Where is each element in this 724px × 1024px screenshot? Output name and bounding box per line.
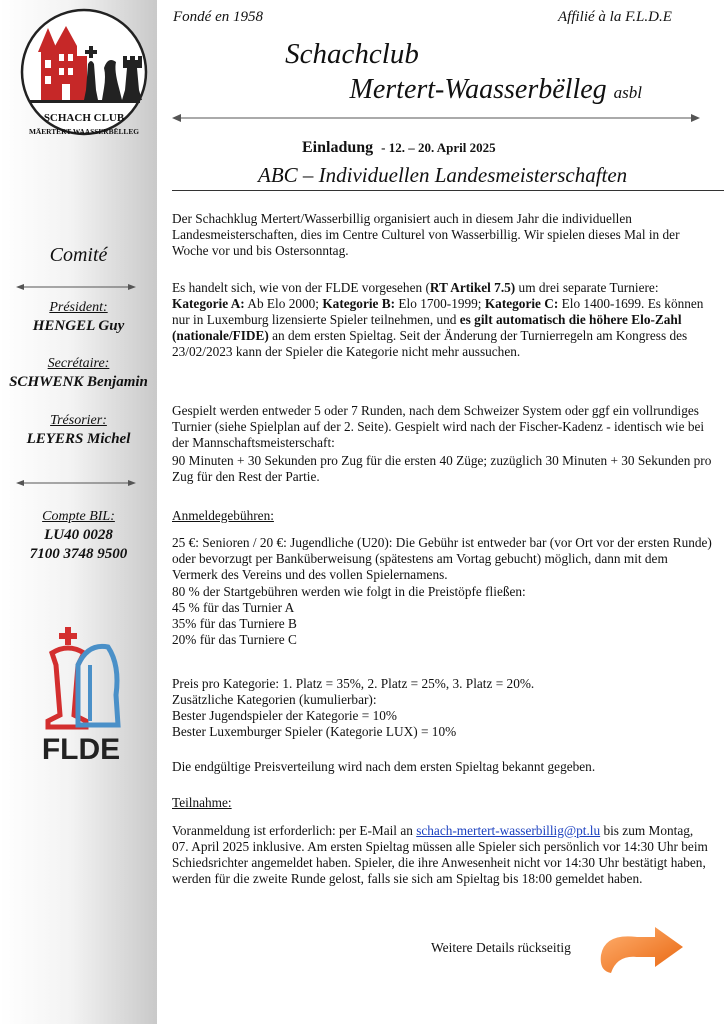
title-rule: [172, 190, 724, 191]
invitation-dates: - 12. – 20. April 2025: [381, 140, 496, 155]
divider-arrow: [16, 478, 136, 488]
participation-heading: Teilnahme:: [172, 795, 232, 810]
affiliated-text: Affilié à la F.L.D.E: [558, 9, 672, 25]
comite-title: Comité: [49, 244, 108, 266]
prize-distribution-note: Die endgültige Preisverteilung wird nach dem ersten Spieltag bekannt gegeben.: [172, 759, 596, 774]
category-c-label: Kategorie C:: [484, 296, 559, 311]
club-suffix: asbl: [613, 83, 642, 102]
best-lux: Bester Luxemburger Spieler (Kategorie LUX) = 10%: [172, 724, 457, 739]
prize-pot-intro: 80 % der Startgebühren werden wie folgt in die Preistöpfe fließen:: [172, 584, 526, 599]
flde-logo: [38, 625, 124, 765]
text: Elo 1700-1999;: [395, 296, 485, 311]
elo-rule: es gilt automatisch die höhere Elo-Zahl (nationale/FIDE): [172, 312, 682, 343]
time-control-paragraph: 90 Minuten + 30 Sekunden pro Zug für die ersten 40 Züge; zuzüglich 30 Minuten + 30 Sekunden pro Zug für den Rest der Partie.: [172, 453, 712, 484]
treasurer-name: LEYERS Michel: [26, 431, 131, 447]
club-name-line-1: Schachclub: [285, 38, 419, 70]
header-arrow: [172, 112, 700, 124]
text: bis zum Montag, 07. April 2025 inklusive. Am ersten Spieltag müssen alle Spieler sich persönlich vor 14:30 Uhr beim Schiedsrichter angemeldet haben. Spieler, die ihre Anwesenheit nicht vor 14:30 Uhr bestätigt haben, werden für die zweite Runde gelost, falls sie sich am Spieltag bis 18:00 gemeldet haben.: [172, 823, 708, 886]
founded-text: Fondé en 1958: [173, 9, 263, 25]
curved-arrow-icon: [597, 925, 687, 981]
president-name: HENGEL Guy: [32, 318, 125, 334]
flde-text: FLDE: [41, 733, 121, 765]
rt-article: RT Artikel 7.5): [429, 280, 516, 295]
text: um drei separate Turniere:: [515, 280, 659, 295]
best-youth: Bester Jugendspieler der Kategorie = 10%: [172, 708, 397, 723]
club-name-line-2: [172, 74, 642, 106]
text: Elo 1400-1699. Es können nur in Luxemburg lizensierte Spieler teilnehmen, und: [172, 296, 704, 327]
text: Es handelt sich, wie von der FLDE vorgesehen (: [172, 280, 430, 295]
account-label: Compte BIL:: [42, 509, 115, 524]
text: Voranmeldung ist erforderlich: per E-Mail an: [172, 823, 417, 838]
event-title: ABC – Individuellen Landesmeisterschaften: [258, 163, 628, 187]
invitation-label: Einladung: [302, 139, 374, 156]
account-line-2: 7100 3748 9500: [29, 546, 128, 562]
more-details-text: Weitere Details rückseitig: [431, 940, 571, 955]
category-a-label: Kategorie A:: [172, 296, 245, 311]
secretary-label: Secrétaire:: [47, 356, 110, 371]
pot-c: 20% für das Turniere C: [172, 632, 297, 647]
format-paragraph: Gespielt werden entweder 5 oder 7 Runden, nach dem Schweizer System oder ggf ein vollrundiges Turnier (siehe Spielplan auf der 2. Seite). Gespielt wird nach der Fischer-Kadenz - identisch wie bei der Mannschaftsmeisterschaft:: [172, 403, 705, 450]
logo-text-1: SCHACH CLUB: [43, 112, 125, 124]
club-logo: [18, 6, 150, 156]
category-b-label: Kategorie B:: [322, 296, 396, 311]
participation-paragraph: [172, 823, 712, 887]
fees-heading: Anmeldegebühren:: [172, 508, 274, 523]
treasurer-label: Trésorier:: [50, 413, 107, 428]
invitation: [302, 139, 496, 157]
intro-paragraph: Der Schachklug Mertert/Wasserbillig organisiert auch in diesem Jahr die individuellen Landesmeisterschaften, dies im Centre Culturel von Wasserbillig. Wir spielen dieses Mal in der Woche vor und bis Ostersonntag.: [172, 211, 680, 258]
categories-paragraph: [172, 280, 712, 360]
text: an dem ersten Spieltag. Seit der Änderung der Turnierregeln am Kongress des 23/02/2023 kann der Spieler die Kategorie nicht mehr aussuchen.: [172, 328, 688, 359]
pot-a: 45 % für das Turnier A: [172, 600, 295, 615]
fees-paragraph: 25 €: Senioren / 20 €: Jugendliche (U20): Die Gebühr ist entweder bar (vor Ort vor der ersten Runde) oder bevorzugt per Banküberweisung (spätestens am Vortag gebucht) möglich, dann mit dem Vermerk des Vereins und des vollen Spielernamens.: [172, 535, 712, 582]
secretary-name: SCHWENK Benjamin: [9, 374, 148, 390]
divider-arrow: [16, 282, 136, 292]
email-link[interactable]: schach-mertert-wasserbillig@pt.lu: [416, 823, 601, 838]
logo-text-2: MÄERTERT-WAASSERBËLLEG: [28, 127, 140, 136]
president-label: Président:: [49, 300, 108, 315]
account-line-1: LU40 0028: [44, 527, 113, 543]
pot-b: 35% für das Turniere B: [172, 616, 297, 631]
club-name: Mertert-Waasserbëlleg: [349, 74, 607, 105]
prize-per-category: Preis pro Kategorie: 1. Platz = 35%, 2. Platz = 25%, 3. Platz = 20%.: [172, 676, 535, 691]
additional-categories: Zusätzliche Kategorien (kumulierbar):: [172, 692, 377, 707]
text: Ab Elo 2000;: [244, 296, 323, 311]
